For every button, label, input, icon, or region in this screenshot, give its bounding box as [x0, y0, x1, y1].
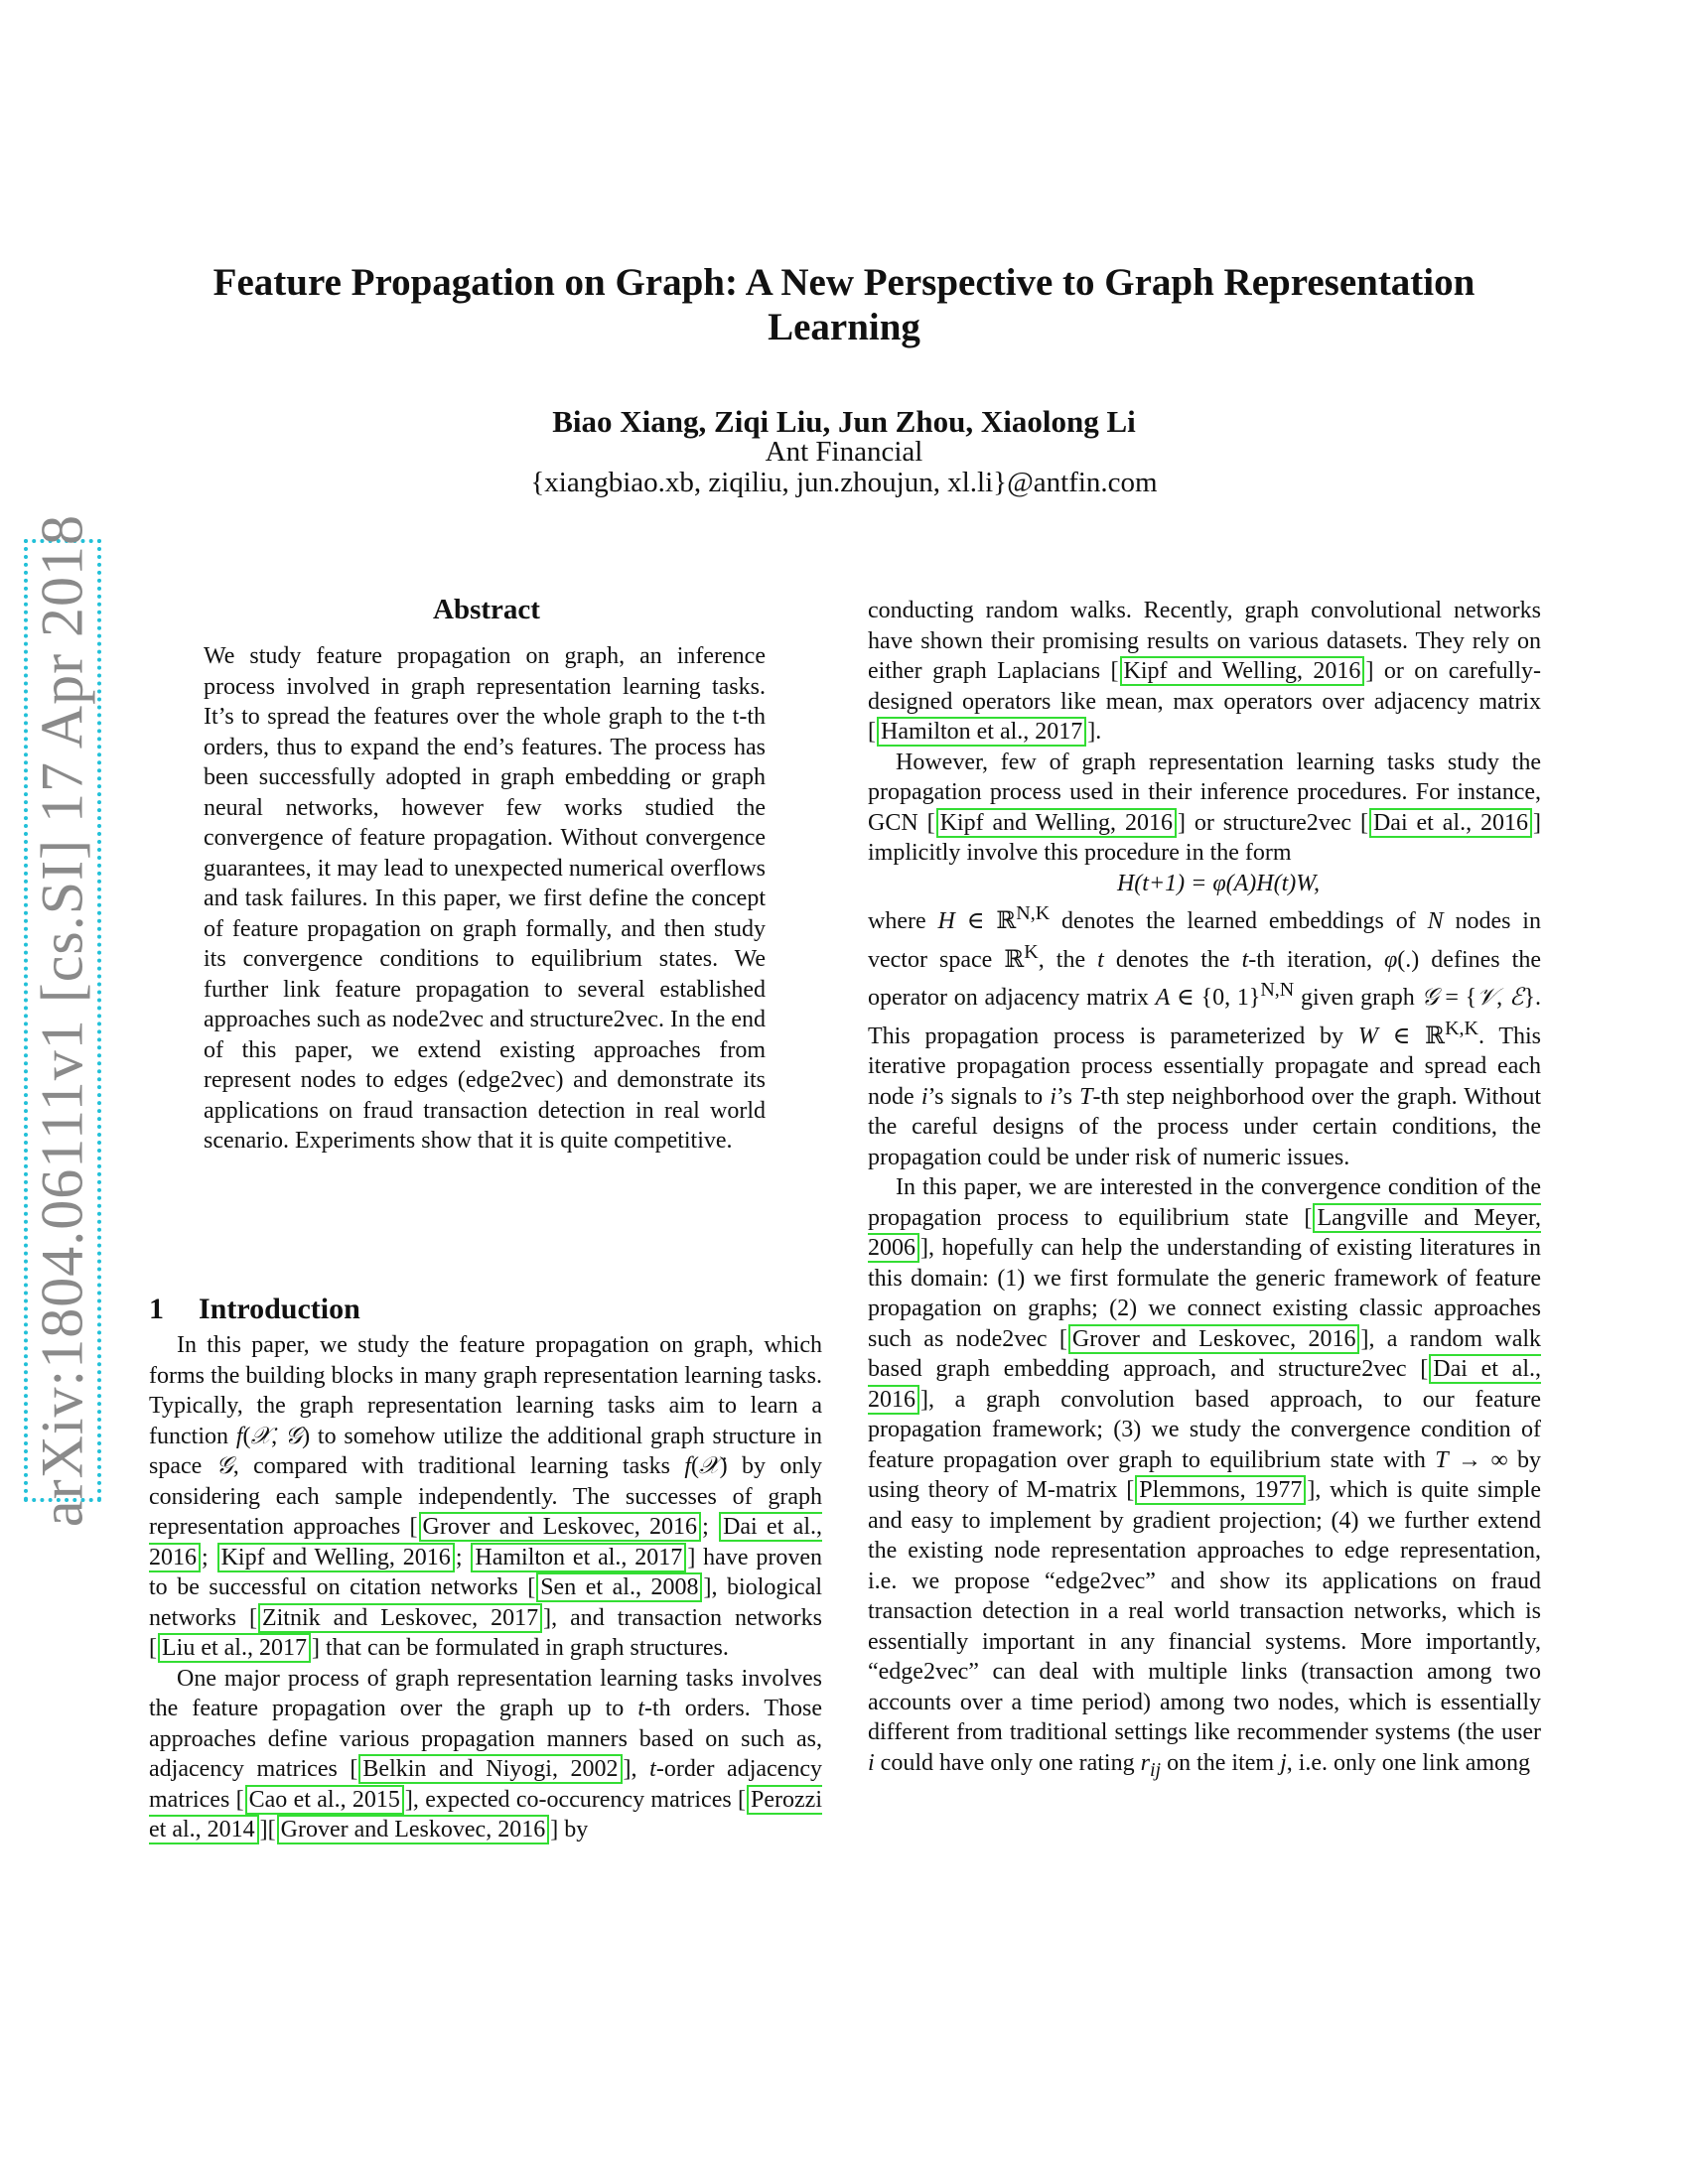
author-emails: {xiangbiao.xb, ziqiliu, jun.zhoujun, xl.li}@antfin.com: [530, 467, 1158, 498]
citation-link[interactable]: Dai et al., 2016: [1369, 808, 1532, 838]
citation-link[interactable]: Liu et al., 2017: [158, 1633, 311, 1663]
citation-link[interactable]: Kipf and Welling, 2016: [1120, 656, 1365, 686]
section-title: Introduction: [199, 1293, 360, 1325]
section-heading-introduction: [149, 1293, 360, 1326]
citation-link[interactable]: Cao et al., 2015: [245, 1785, 404, 1815]
right-column: [868, 596, 1541, 1785]
citation-link[interactable]: Belkin and Niyogi, 2002: [358, 1754, 622, 1784]
intro-paragraph-2-continued: conducting random walks. Recently, graph convolutional networks have shown their promising results on various datasets. They rely on either graph Laplacians [ Kipf and Welling, 2016 ] or on carefully-designed operators like mean, max operators over adjacency matrix [ Hamilton et al., 2017 ].: [868, 598, 1541, 745]
citation-link[interactable]: Dai et al., 2016: [868, 1356, 1542, 1413]
title-line-1: Feature Propagation on Graph: A New Perspective to Graph Representation: [212, 261, 1476, 304]
intro-paragraph-3-continued: where H ∈ ℝ$^{N,K}$ denotes the learned embeddings of N nodes in vector space ℝ$^K$, the t denotes the t-th iteration, φ(.) defines the operator on adjacency matrix A ∈ {0, 1}$^{N,N}$ given graph 𝒢 = {𝒱, ℰ}. This propagation process is parameterized by W ∈ ℝ$^{K,K}$. This iterative propagation process essentially propagate and spread each node i’s signals to i’s T-th step neighborhood over the graph. Without the careful designs of the process under certain conditions, the propagation could be under risk of numeric issues.: [868, 902, 1542, 1170]
left-column: [149, 1330, 822, 1845]
abstract-heading: Abstract: [433, 594, 540, 625]
abstract-body: We study feature propagation on graph, an inference process involved in graph representation learning tasks. It’s to spread the features over the whole graph to the t-th orders, thus to expand the end’s features. The process has been successfully adopted in graph embedding or graph neural networks, however few works studied the convergence of feature propagation. Without convergence guarantees, it may lead to unexpected numerical overflows and task failures. In this paper, we first define the concept of feature propagation on graph formally, and then study its convergence conditions to equilibrium states. We further link feature propagation to several established approaches such as node2vec and structure2vec. In the end of this paper, we extend existing approaches from represent nodes to edges (edge2vec) and demonstrate its applications on fraud transaction detection in real world scenario. Experiments show that it is quite competitive.: [204, 643, 766, 1154]
citation-link[interactable]: Plemmons, 1977: [1135, 1475, 1306, 1505]
intro-paragraph-4: In this paper, we are interested in the convergence condition of the propagation process to equilibrium state [ Langville and Meyer, 2006 ], hopefully can help the understanding of existing literatures in this domain: (1) we first formulate the generic framework of feature propagation on graphs; (2) we connect existing classic approaches such as node2vec [ Grover and Leskovec, 2016 ], a random walk based graph embedding approach, and structure2vec [ Dai et al., 2016 ], a graph convolution based approach, to our feature propagation framework; (3) we study the convergence condition of feature propagation over graph to equilibrium state with T → ∞ by using theory of M-matrix [ Plemmons, 1977 ], which is quite simple and easy to implement by gradient projection; (4) we further extend the existing node representation approaches to edge representation, i.e. we propose “edge2vec” and show its applications on fraud transaction detection in a real world transaction networks, which is essentially important in any financial systems. More importantly, “edge2vec” can deal with multiple links (transaction among two accounts over a time period) among two nodes, which is essentially different from traditional settings like recommender systems (the user i could have only one rating $r_{ij}$ on the item j, i.e. only one link among: [868, 1174, 1542, 1781]
intro-paragraph-3: However, few of graph representation learning tasks study the propagation process used in their inference procedures. For instance, GCN [ Kipf and Welling, 2016 ] or structure2vec [ Dai et al., 2016 ] implicitly involve this procedure in the form: [868, 749, 1541, 866]
intro-paragraph-2: One major process of graph representation learning tasks involves the feature propagation over the graph up to t-th orders. Those approaches define various propagation manners based on such as, adjacency matrices [ Belkin and Niyogi, 2002 ], t-order adjacency matrices [ Cao et al., 2015 ], expected co-occurency matrices [ Perozzi et al., 2014 ][ Grover and Leskovec, 2016 ] by: [149, 1665, 822, 1843]
section-number: 1: [149, 1293, 164, 1325]
citation-link[interactable]: Grover and Leskovec, 2016: [1068, 1324, 1360, 1354]
affiliation: Ant Financial: [765, 436, 923, 468]
title-line-2: Learning: [768, 306, 920, 348]
citation-link[interactable]: Kipf and Welling, 2016: [936, 808, 1177, 838]
intro-paragraph-1: In this paper, we study the feature propagation on graph, which forms the building blocks in many graph representation learning tasks. Typically, the graph representation learning tasks aim to learn a function f(𝒳, 𝒢) to somehow utilize the additional graph structure in space 𝒢, compared with traditional learning tasks f(𝒳) by only considering each sample independently. The successes of graph representation approaches [ Grover and Leskovec, 2016 ; Dai et al., 2016 ; Kipf and Welling, 2016 ; Hamilton et al., 2017 ] have proven to be successful on citation networks [ Sen et al., 2008 ], biological networks [ Zitnik and Leskovec, 2017 ], and transaction networks [ Liu et al., 2017 ] that can be formulated in graph structures.: [149, 1332, 823, 1661]
citation-link[interactable]: Kipf and Welling, 2016: [217, 1543, 455, 1572]
citation-link[interactable]: Grover and Leskovec, 2016: [277, 1815, 550, 1844]
citation-link[interactable]: Hamilton et al., 2017: [877, 717, 1086, 747]
paper-title: [179, 260, 1509, 349]
citation-link[interactable]: Zitnik and Leskovec, 2017: [258, 1603, 542, 1633]
author-list: Biao Xiang, Ziqi Liu, Jun Zhou, Xiaolong Li: [552, 404, 1136, 439]
citation-link[interactable]: Perozzi et al., 2014: [149, 1786, 822, 1843]
propagation-equation: H(t+1) = φ(A)H(t)W,: [1116, 870, 1321, 896]
citation-link[interactable]: Grover and Leskovec, 2016: [419, 1512, 702, 1542]
citation-link[interactable]: Langville and Meyer, 2006: [868, 1204, 1542, 1261]
citation-link[interactable]: Dai et al., 2016: [149, 1514, 822, 1570]
arxiv-id-text: arXiv:1804.06111v1 [cs.SI] 17 Apr 2018: [29, 513, 95, 1528]
citation-link[interactable]: Hamilton et al., 2017: [471, 1543, 686, 1572]
arxiv-identifier-stamp[interactable]: [24, 513, 101, 1528]
citation-link[interactable]: Sen et al., 2008: [536, 1572, 702, 1602]
